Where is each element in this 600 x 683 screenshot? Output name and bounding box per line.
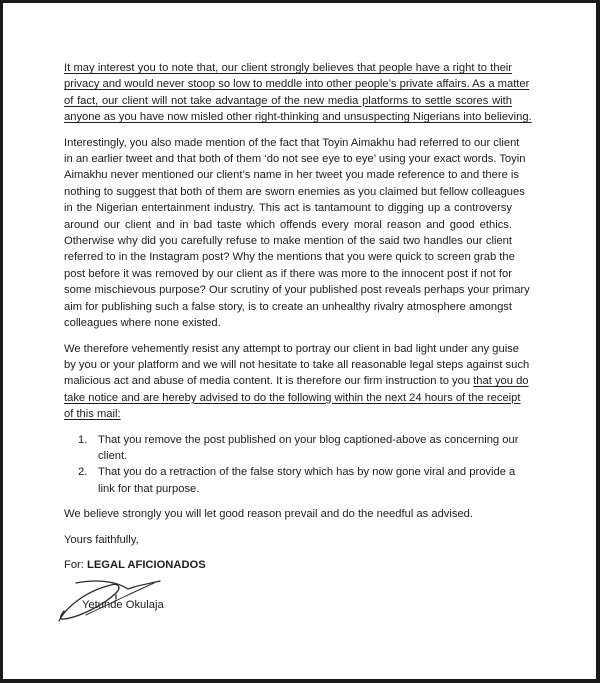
paragraph-instruction: [64, 341, 530, 423]
list-number: 2.: [78, 466, 88, 479]
list-number: 1.: [78, 433, 88, 446]
text-line: of fact, our client will not take advantage of the new media platforms to settle scores with: [64, 94, 512, 107]
text-line: privacy and would never stoop so low to meddle into other people’s private affairs. As a matter: [64, 78, 530, 91]
text-line: take notice and are hereby advised to do the following within the next 24 hours of the receipt: [64, 391, 521, 404]
text-line: Aimakhu never mentioned our client’s name in her tweet you made reference to and there is: [64, 169, 520, 182]
handwritten-signature: [56, 577, 166, 623]
text-line: of this mail:: [64, 408, 121, 421]
signer-name: Yetunde Okulaja: [82, 599, 164, 612]
firm-name: LEGAL AFICIONADOS: [87, 558, 206, 571]
text-line: some mischievous purpose? Our scrutiny of your published post reveals perhaps your primary: [64, 284, 530, 297]
list-item: [64, 464, 516, 497]
letter-body: [64, 60, 532, 614]
text-line: It may interest you to note that, our client strongly believes that people have a right to their: [64, 62, 512, 74]
underlined-segment: that you do: [473, 375, 529, 388]
text-line: That you remove the post published on your blog captioned-above as concerning our: [98, 433, 519, 446]
text-line: We therefore vehemently resist any attempt to portray our client in bad light under any guise: [64, 342, 519, 355]
text-line: We believe strongly you will let good reason prevail and do the needful as advised.: [64, 508, 474, 521]
text-line: in an earlier tweet and that both of them ‘do not see eye to eye’ using your exact words. Toyin: [64, 153, 526, 166]
closing-statement: [64, 506, 512, 522]
text-line: That you do a retraction of the false story which has by now gone viral and provide a: [98, 466, 516, 479]
text-line: by you or your platform and we will not hesitate to take all reasonable legal steps against such: [64, 358, 530, 371]
text-line: client.: [98, 449, 128, 462]
text-line: colleagues where none existed.: [64, 317, 221, 330]
text-line: anyone as you have now misled other right-thinking and unsuspecting Nigerians into believing.: [64, 111, 532, 124]
text-line: link for that purpose.: [98, 482, 200, 495]
paragraph-tweet-reference: [64, 135, 530, 332]
list-item: [64, 432, 519, 465]
text-line: Otherwise why did you carefully refuse to make mention of the said two handles our client: [64, 235, 512, 248]
signature-block: [64, 557, 512, 614]
text-line: [64, 373, 529, 389]
text-line: referred to in the Instagram post? Why the mentions that you were quick to screen grab the: [64, 251, 515, 264]
paragraph-privacy: [64, 60, 532, 126]
firm-line: [64, 557, 512, 573]
text-line: around our client and in bad taste which offends every moral reason and good ethics.: [64, 218, 512, 231]
text-line: in the Nigerian entertainment industry. This act is tantamount to digging up a controversy: [64, 202, 512, 215]
text-segment: malicious act and abuse of media content. It is therefore our firm instruction to you: [64, 375, 474, 388]
valediction: [64, 532, 512, 548]
text-line: nothing to suggest that both of them are sworn enemies as you claimed but fellow colleagues: [64, 185, 525, 198]
text-line: Interestingly, you also made mention of the fact that Toyin Aimakhu had referred to our client: [64, 136, 520, 149]
text-line: post before it was removed by our client as if there was more to the innocent post if not for: [64, 267, 512, 280]
text-line: Yours faithfully,: [64, 533, 139, 546]
text-line: aim for publishing such a false story, is to create an unhealthy rivalry atmosphere amongst: [64, 300, 512, 313]
demands-list: [64, 432, 519, 498]
for-label: For:: [64, 558, 87, 571]
